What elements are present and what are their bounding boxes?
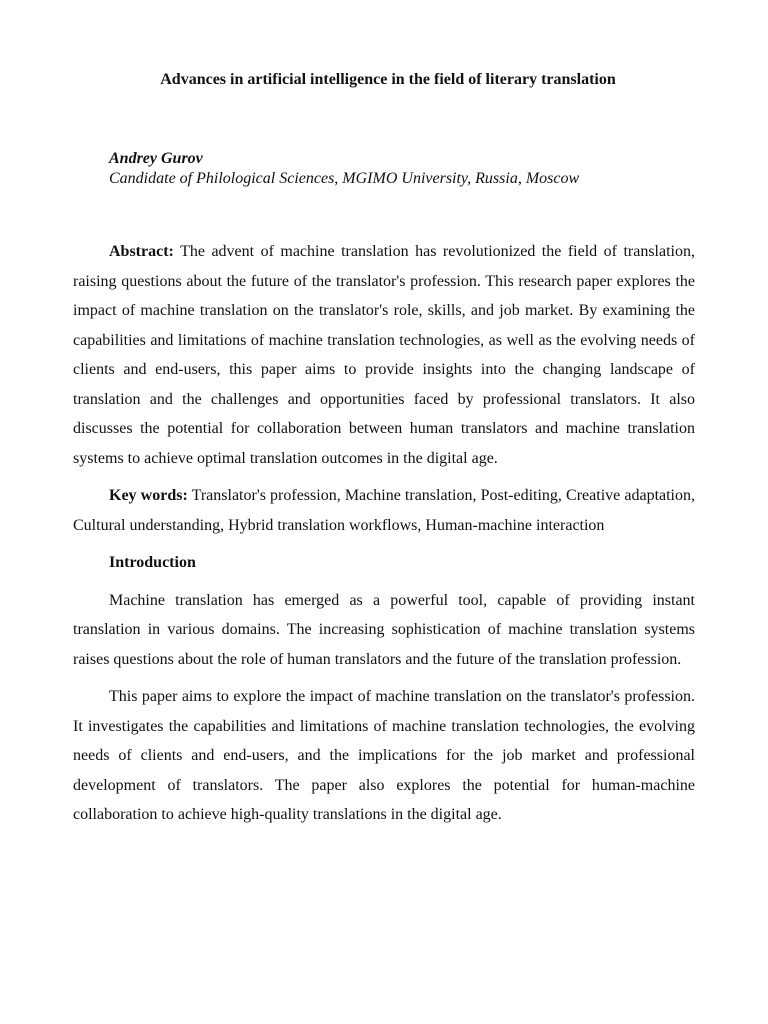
keywords-text: Translator's profession, Machine translation, Post-editing, Creative adaptation, Cultural understanding, Hybrid translation workflows, Human-machine interaction <box>73 487 696 534</box>
introduction-paragraph: This paper aims to explore the impact of machine translation on the translator's profession. It investigates the capabilities and limitations of machine translation technologies, the evolving needs of clients and end-users, and the implications for the job market and professional development of translators. The paper also explores the potential for human-machine collaboration to achieve high-quality translations in the digital age. <box>73 688 695 823</box>
paper-page <box>73 66 695 830</box>
author-name: Andrey Gurov <box>109 150 203 167</box>
abstract-text: The advent of machine translation has revolutionized the field of translation, raising questions about the future of the translator's profession. This research paper explores the impact of machine translation on the translator's role, skills, and job market. By examining the capabilities and limitations of machine translation technologies, as well as the evolving needs of clients and end-users, this paper aims to provide insights into the changing landscape of translation and the challenges and opportunities faced by professional translators. It also discusses the potential for collaboration between human translators and machine translation systems to achieve optimal translation outcomes in the digital age. <box>73 243 695 467</box>
abstract-paragraph <box>73 237 695 473</box>
author-block <box>73 149 695 189</box>
keywords-paragraph <box>73 481 695 540</box>
keywords-label: Key words: <box>109 487 188 504</box>
author-affiliation: Candidate of Philological Sciences, MGIMO University, Russia, Moscow <box>109 170 580 187</box>
paper-title: Advances in artificial intelligence in the field of literary translation <box>160 71 616 88</box>
introduction-heading: Introduction <box>109 554 196 571</box>
introduction-paragraph: Machine translation has emerged as a powerful tool, capable of providing instant translation in various domains. The increasing sophistication of machine translation systems raises questions about the role of human translators and the future of the translation profession. <box>73 591 695 668</box>
abstract-label: Abstract: <box>109 243 174 260</box>
